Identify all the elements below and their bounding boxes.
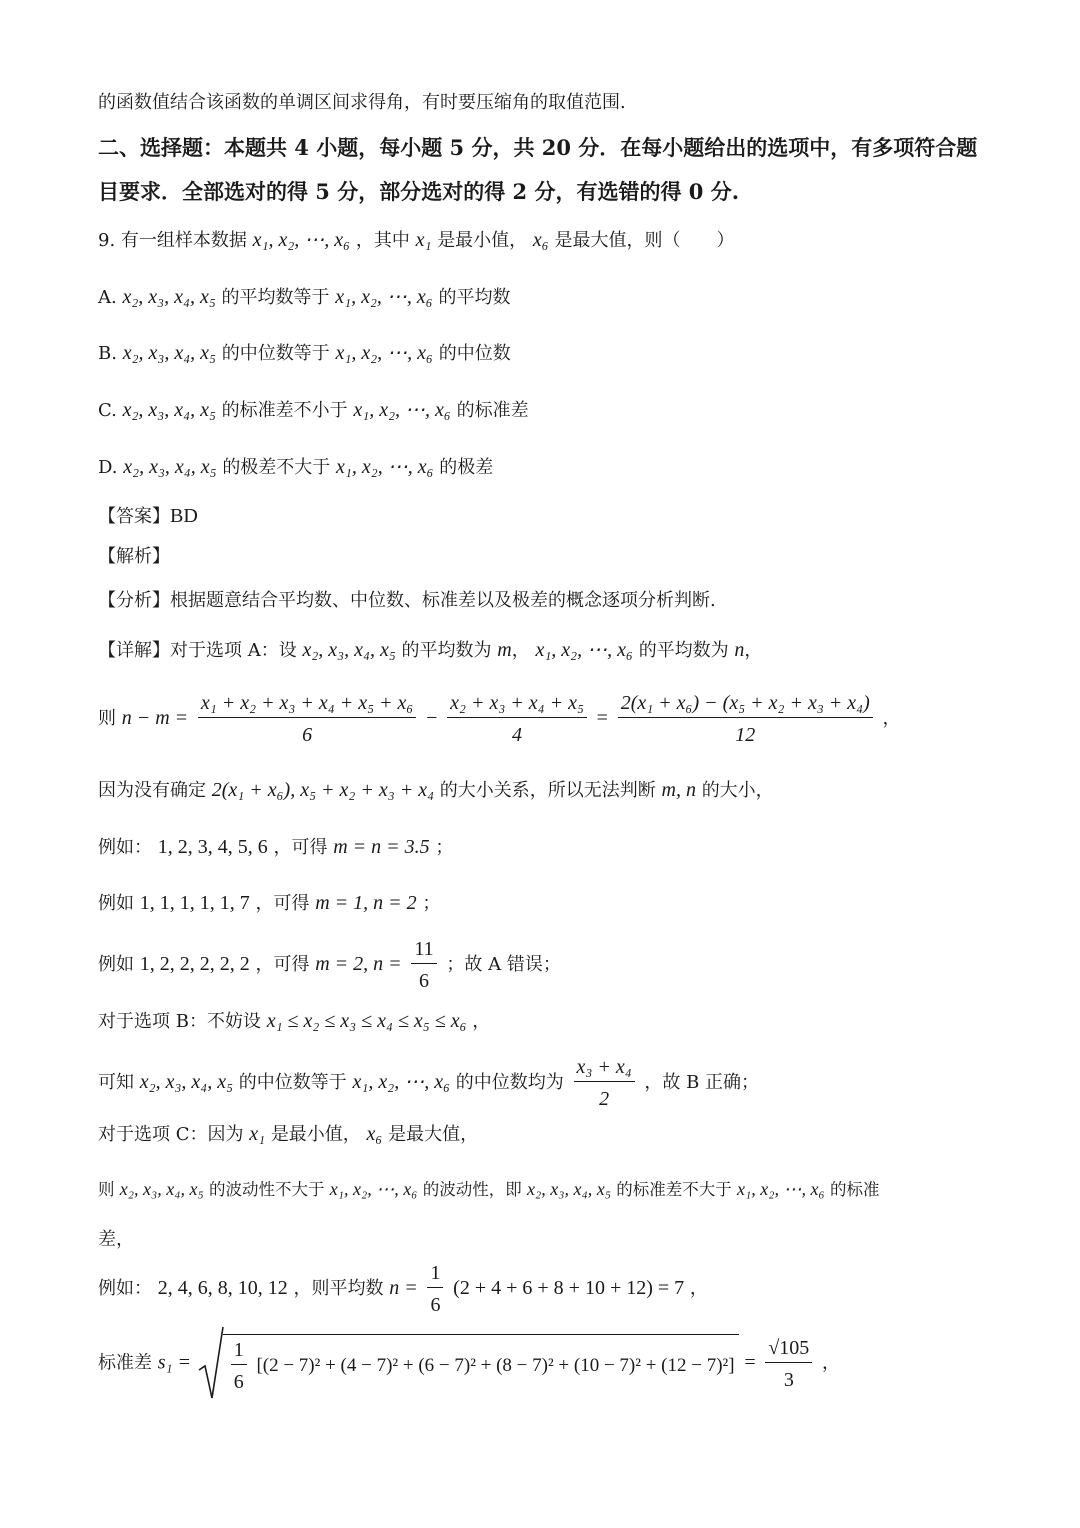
math: x₂, x₃, x₄, x₅ (122, 399, 216, 421)
text: 的标准差 (456, 400, 529, 421)
math: (2 + 4 + 6 + 8 + 10 + 12) = 7 (453, 1277, 685, 1299)
equation-n-minus-m (98, 692, 901, 746)
text: 二、选择题：本题共 4 小题，每小题 5 分，共 20 分．在每小题给出的选项中，有多项符合题 (98, 135, 978, 160)
xiangjie-line (98, 640, 762, 660)
math: m (497, 639, 512, 661)
denominator: 6 (430, 1294, 441, 1316)
analysis-heading (98, 548, 170, 566)
text: 的波动性不大于 (209, 1180, 325, 1199)
analysis-tag: 【解析】 (98, 546, 170, 567)
text: ，可得 (255, 893, 310, 914)
math: 1, 1, 1, 1, 1, 7 (139, 892, 250, 914)
option-label: B. (98, 343, 117, 364)
math: x₁, x₂, ⋯, x₆ (353, 399, 451, 421)
fraction (198, 692, 416, 746)
option-label: A. (98, 287, 117, 308)
math: 2(x₁ + x₆), x₅ + x₂ + x₃ + x₄ (211, 779, 435, 801)
standard-deviation-line (98, 1334, 840, 1393)
text: 标准差 (98, 1352, 152, 1374)
text: 的中位数等于 (221, 343, 330, 364)
numerator: x₃ + x₄ (574, 1056, 635, 1082)
math: m, n (661, 779, 696, 801)
option-b-analysis (98, 1011, 490, 1031)
option-label: D. (98, 457, 118, 478)
math: − (426, 707, 438, 729)
text: ； (435, 837, 454, 858)
denominator: 6 (302, 724, 313, 746)
math: x₂, x₃, x₄, x₅ (119, 1179, 204, 1199)
text: 的中位数 (438, 343, 511, 364)
math: x₁, x₂, ⋯, x₆ (336, 456, 434, 478)
denominator: 4 (512, 724, 523, 746)
fraction (765, 1337, 812, 1391)
math: x₂, x₃, x₄, x₅ (527, 1179, 611, 1199)
option-c (98, 400, 529, 420)
math: x₁, x₂, ⋯, x₆ (335, 342, 433, 364)
math: x₁, x₂, ⋯, x₆ (535, 639, 633, 661)
text: 例如 (98, 893, 134, 914)
fraction (618, 692, 873, 746)
math: x₁ ≤ x₂ ≤ x₃ ≤ x₄ ≤ x₅ ≤ x₆ (266, 1010, 467, 1032)
text: 的标准差不小于 (221, 400, 348, 421)
math: x₂, x₃, x₄, x₅ (302, 639, 396, 661)
text: ，故 B 正确； (644, 1072, 760, 1093)
section-heading (98, 137, 977, 158)
text: 对于选项 A：设 (170, 640, 297, 661)
text: ，可得 (255, 954, 310, 975)
math: x₂, x₃, x₄, x₅ (122, 342, 217, 364)
radical-sign-icon (197, 1326, 225, 1404)
radicand (223, 1334, 739, 1393)
text: 例如： (98, 1278, 152, 1299)
option-c-analysis (98, 1124, 478, 1144)
text: ， (744, 640, 763, 661)
denominator: 6 (233, 1371, 244, 1393)
denominator: 2 (599, 1088, 610, 1110)
because-line (98, 780, 774, 800)
numerator: x₂ + x₃ + x₄ + x₅ (447, 692, 587, 718)
math: x₁, x₂, ⋯, x₆ (252, 229, 351, 251)
math: m = 2, n = (315, 953, 402, 975)
answer-value: BD (170, 505, 198, 527)
option-label: C. (98, 400, 117, 421)
text: 差， (98, 1229, 134, 1250)
text: 的极差不大于 (222, 457, 331, 478)
answer-line (98, 506, 198, 526)
text: ， (882, 708, 901, 729)
fraction (231, 1339, 247, 1393)
text: 的大小关系，所以无法判断 (439, 780, 656, 801)
text: 的中位数等于 (238, 1072, 347, 1093)
math: n (734, 639, 745, 661)
option-a (98, 287, 511, 307)
question-9 (98, 230, 735, 250)
math: m = n = 3.5 (333, 836, 430, 858)
text: 的函数值结合该函数的单调区间求得角，有时要压缩角的取值范围. (98, 92, 626, 113)
numerator: 1 (231, 1339, 247, 1365)
text: 的大小， (701, 780, 774, 801)
example-1 (98, 837, 453, 857)
math: x₁, x₂, ⋯, x₆ (352, 1071, 451, 1093)
option-c-reason-cont (98, 1231, 134, 1249)
text: 目要求．全部选对的得 5 分，部分选对的得 2 分，有选错的得 0 分. (98, 179, 740, 204)
text: 是最小值， (437, 230, 528, 251)
math: n = (389, 1277, 418, 1299)
denominator: 12 (735, 724, 756, 746)
text: ，则平均数 (293, 1278, 384, 1299)
text: ；故 A 错误； (446, 954, 561, 975)
square-root (197, 1334, 739, 1393)
text: 的标准 (830, 1180, 880, 1199)
section-heading-cont (98, 181, 739, 202)
text: 则 (98, 1180, 115, 1199)
example-3 (98, 938, 561, 992)
math: 1, 2, 3, 4, 5, 6 (157, 836, 268, 858)
numerator: x₁ + x₂ + x₃ + x₄ + x₅ + x₆ (198, 692, 416, 718)
math: x₁, x₂, ⋯, x₆ (737, 1179, 825, 1199)
text-line (98, 94, 626, 112)
text: 的平均数为 (638, 640, 729, 661)
text: 则 (98, 708, 116, 729)
text: ， (472, 1011, 491, 1032)
denominator: 6 (419, 970, 429, 992)
math: s₁ = (157, 1351, 191, 1374)
text: 的中位数均为 (455, 1072, 564, 1093)
text: 例如： (98, 837, 152, 858)
text: 9. 有一组样本数据 (98, 230, 247, 251)
numerator: √105 (765, 1337, 812, 1363)
answer-tag: 【答案】 (98, 506, 170, 527)
fraction (411, 938, 436, 992)
text: ，其中 (355, 230, 410, 251)
math: = (744, 1351, 756, 1374)
option-d (98, 457, 493, 477)
text: 根据题意结合平均数、中位数、标准差以及极差的概念逐项分析判断. (170, 590, 716, 611)
math: 2, 4, 6, 8, 10, 12 (157, 1277, 288, 1299)
fraction (574, 1056, 635, 1110)
math: 1, 2, 2, 2, 2, 2 (139, 953, 250, 975)
text: ， (689, 1278, 708, 1299)
math: x₁ (249, 1123, 266, 1145)
text: ， (822, 1352, 841, 1374)
math: = (596, 707, 608, 729)
math: n − m = (121, 707, 189, 729)
numerator: 1 (427, 1262, 443, 1288)
text: 例如 (98, 954, 134, 975)
text: 对于选项 C：因为 (98, 1124, 244, 1145)
math: x₂, x₃, x₄, x₅ (139, 1071, 234, 1093)
text: 的平均数为 (401, 640, 492, 661)
text: ， (511, 640, 530, 661)
math: x₂, x₃, x₄, x₅ (123, 456, 217, 478)
text: 是最小值， (270, 1124, 361, 1145)
math: [(2 − 7)² + (4 − 7)² + (6 − 7)² + (8 − 7)² + (10 − 7)² + (12 − 7)²] (256, 1355, 735, 1376)
example-2 (98, 893, 440, 913)
text: 的极差 (439, 457, 494, 478)
text: 的波动性，即 (422, 1180, 522, 1199)
text: 对于选项 B：不妨设 (98, 1011, 261, 1032)
math: m = 1, n = 2 (315, 892, 417, 914)
math: x₁, x₂, ⋯, x₆ (329, 1179, 418, 1199)
option-c-reason (98, 1180, 880, 1199)
math: x₁, x₂, ⋯, x₆ (335, 286, 433, 308)
text: 的标准差不大于 (616, 1180, 732, 1199)
option-b (98, 343, 511, 363)
xiangjie-tag: 【详解】 (98, 640, 170, 661)
example-4 (98, 1262, 708, 1316)
math: x₆ (366, 1123, 383, 1145)
text: 的平均数等于 (221, 287, 330, 308)
numerator: 11 (411, 938, 436, 964)
text: 是最大值，则（ ） (554, 230, 735, 251)
fenxi-tag: 【分析】 (98, 590, 170, 611)
math: x₂, x₃, x₄, x₅ (122, 286, 216, 308)
numerator: 2(x₁ + x₆) − (x₅ + x₂ + x₃ + x₄) (618, 692, 873, 718)
text: ； (422, 893, 441, 914)
text: ，可得 (273, 837, 328, 858)
fenxi-line (98, 592, 716, 610)
fraction (447, 692, 587, 746)
fraction (427, 1262, 443, 1316)
text: 可知 (98, 1072, 134, 1093)
text: 的平均数 (438, 287, 511, 308)
text: 是最大值， (388, 1124, 479, 1145)
text: 因为没有确定 (98, 780, 206, 801)
option-b-conclusion (98, 1056, 759, 1110)
math: x₁ (415, 229, 432, 251)
math: x₆ (532, 229, 549, 251)
denominator: 3 (783, 1368, 794, 1391)
